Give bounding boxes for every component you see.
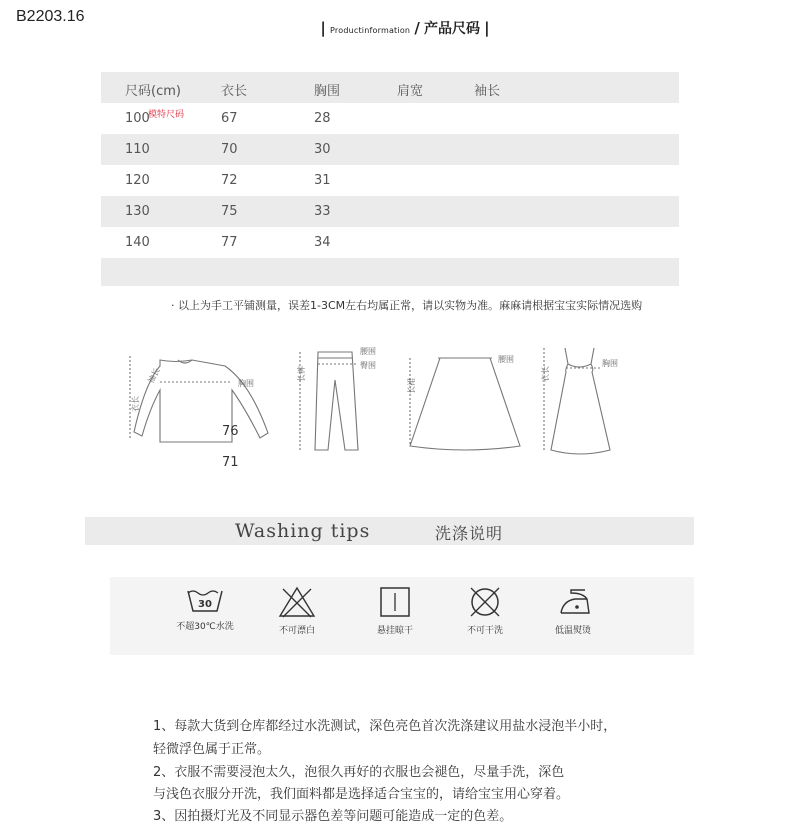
pants-waist-label: 腰围 — [360, 347, 376, 356]
cell-size: 110 — [125, 142, 150, 157]
pants-length-label: 长裤 — [297, 366, 306, 382]
cell-size: 140 — [125, 235, 150, 250]
low-iron-icon — [553, 585, 593, 619]
table-row — [101, 103, 679, 134]
washing-title-en: Washing tips — [235, 520, 371, 542]
care-label: 悬挂晾干 — [376, 626, 413, 636]
header-cell-sleeve: 袖长 — [474, 84, 501, 99]
instruction-line: 2、衣服不需要浸泡太久，泡很久再好的衣服也会褪色，尽量手洗，深色 — [153, 765, 565, 780]
wash-30-icon — [185, 585, 225, 615]
cell-chest: 34 — [314, 235, 331, 250]
diagram-number-76: 76 — [222, 424, 239, 439]
care-item-bleach — [252, 585, 342, 636]
care-item-wash — [160, 585, 250, 632]
cell-chest: 31 — [314, 173, 331, 188]
no-bleach-icon — [277, 585, 317, 619]
size-table — [101, 72, 679, 286]
skirt-waist-label: 腰围 — [498, 355, 514, 364]
washing-title-bar — [85, 517, 694, 545]
header-cell-shoulder: 肩宽 — [397, 84, 424, 99]
header-cell-chest: 胸围 — [314, 84, 341, 99]
dress-diagram — [544, 348, 610, 454]
washing-title-cn: 洗涤说明 — [435, 524, 504, 543]
cell-size: 130 — [125, 204, 150, 219]
care-item-iron — [528, 585, 618, 636]
care-label: 低温熨烫 — [554, 626, 591, 636]
pants-hip-label: 臀围 — [360, 361, 376, 370]
cell-length: 75 — [221, 204, 238, 219]
cell-length: 72 — [221, 173, 238, 188]
table-row — [101, 165, 679, 196]
cell-chest: 30 — [314, 142, 331, 157]
instruction-line: 1、每款大货到仓库都经过水洗测试，深色亮色首次洗涤建议用盐水浸泡半小时， — [153, 719, 617, 734]
table-header-row — [101, 72, 679, 103]
top-diagram — [130, 356, 268, 442]
table-row — [101, 227, 679, 258]
skirt-diagram — [410, 358, 520, 450]
skirt-length-label: 长裙 — [407, 378, 416, 394]
top-chest-label: 胸围 — [238, 379, 254, 388]
model-size-note: 模特尺码 — [148, 110, 185, 120]
cell-length: 77 — [221, 235, 238, 250]
dress-chest-label: 胸围 — [602, 359, 618, 368]
wash-temp: 30 — [198, 599, 212, 610]
care-label: 不超30℃水洗 — [176, 622, 234, 632]
care-icons-panel — [110, 577, 694, 655]
header-left-bar: | — [320, 19, 326, 37]
no-dry-clean-icon — [465, 585, 505, 619]
instruction-line: 3、因拍摄灯光及不同显示器色差等问题可能造成一定的色差。 — [153, 809, 513, 824]
cell-size: 100 — [125, 111, 150, 126]
diagram-number-71: 71 — [222, 455, 239, 470]
header-small-label: Productinformation — [330, 26, 411, 35]
care-label: 不可干洗 — [466, 626, 503, 636]
top-length-label: 衣长 — [131, 396, 140, 412]
header-right-bar: | — [484, 19, 490, 37]
care-item-hang-dry — [350, 585, 440, 636]
care-item-dry-clean — [440, 585, 530, 636]
cell-length: 70 — [221, 142, 238, 157]
product-code: B2203.16 — [16, 8, 85, 25]
dress-length-label: 衣长 — [541, 366, 550, 382]
instruction-line: 与浅色衣服分开洗，我们面料都是选择适合宝宝的，请给宝宝用心穿着。 — [153, 787, 570, 802]
cell-size: 120 — [125, 173, 150, 188]
header-slash: / — [414, 19, 420, 37]
table-row — [101, 134, 679, 165]
section-header — [0, 18, 810, 38]
cell-chest: 28 — [314, 111, 331, 126]
cell-length: 67 — [221, 111, 238, 126]
table-row-empty — [101, 258, 679, 286]
table-row — [101, 196, 679, 227]
top-sleeve-label: 袖长 — [146, 366, 162, 385]
header-title: 产品尺码 — [423, 21, 480, 37]
instruction-line: 轻微浮色属于正常。 — [153, 742, 271, 757]
care-label: 不可漂白 — [278, 626, 315, 636]
header-cell-length: 衣长 — [221, 84, 248, 99]
cell-chest: 33 — [314, 204, 331, 219]
hang-dry-icon — [375, 585, 415, 619]
measurement-note: · 以上为手工平铺测量，误差1-3CM左右均属正常，请以实物为准。麻麻请根据宝宝实际情况选购 — [171, 299, 643, 312]
pants-diagram — [300, 352, 358, 450]
header-cell-size: 尺码(cm) — [125, 84, 181, 99]
garment-diagrams — [120, 338, 640, 478]
